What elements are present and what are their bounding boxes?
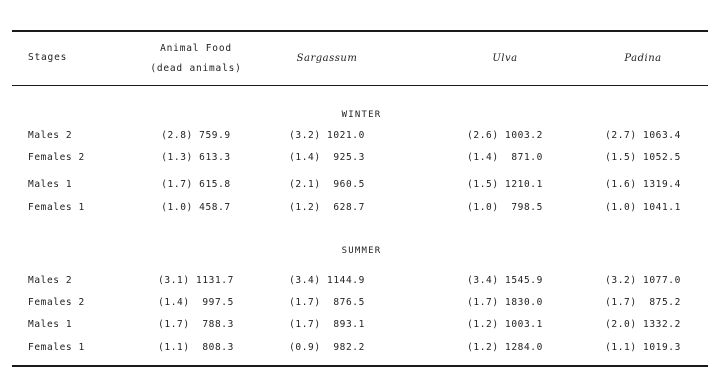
cell-sargassum: (1.4) 925.3 (289, 152, 365, 163)
row-stage: Females 2 (28, 297, 85, 308)
cell-animal-food: (3.1) 1131.7 (158, 275, 234, 286)
cell-padina: (1.0) 1041.1 (605, 202, 681, 213)
cell-ulva: (1.0) 798.5 (467, 202, 543, 213)
row-stage: Males 1 (28, 179, 73, 190)
row-stage: Females 1 (28, 342, 85, 353)
cell-animal-food: (2.8) 759.9 (161, 130, 231, 141)
cell-sargassum: (3.4) 1144.9 (289, 275, 365, 286)
cell-animal-food: (1.7) 788.3 (158, 319, 234, 330)
header-sargassum: Sargassum (296, 53, 358, 64)
cell-animal-food: (1.4) 997.5 (158, 297, 234, 308)
cell-ulva: (1.5) 1210.1 (467, 179, 543, 190)
row-stage: Males 2 (28, 275, 73, 286)
cell-sargassum: (1.2) 628.7 (289, 202, 365, 213)
header-animal-food: Animal Food (160, 43, 232, 54)
row-stage: Females 1 (28, 202, 85, 213)
cell-ulva: (2.6) 1003.2 (467, 130, 543, 141)
header-padina: Padina (624, 53, 662, 64)
bottom-rule (12, 365, 708, 367)
cell-padina: (3.2) 1077.0 (605, 275, 681, 286)
cell-animal-food: (1.3) 613.3 (161, 152, 231, 163)
header-animal-food-note: (dead animals) (150, 63, 242, 74)
cell-padina: (1.1) 1019.3 (605, 342, 681, 353)
cell-ulva: (3.4) 1545.9 (467, 275, 543, 286)
header-ulva: Ulva (492, 53, 518, 64)
cell-ulva: (1.4) 871.0 (467, 152, 543, 163)
cell-animal-food: (1.1) 808.3 (158, 342, 234, 353)
row-stage: Males 2 (28, 130, 73, 141)
season-label-summer: SUMMER (341, 246, 382, 256)
cell-ulva: (1.7) 1830.0 (467, 297, 543, 308)
header-rule (12, 85, 708, 86)
cell-ulva: (1.2) 1284.0 (467, 342, 543, 353)
cell-padina: (1.7) 875.2 (605, 297, 681, 308)
cell-animal-food: (1.0) 458.7 (161, 202, 231, 213)
cell-ulva: (1.2) 1003.1 (467, 319, 543, 330)
top-rule (12, 30, 708, 32)
cell-animal-food: (1.7) 615.8 (161, 179, 231, 190)
cell-sargassum: (1.7) 876.5 (289, 297, 365, 308)
cell-sargassum: (0.9) 982.2 (289, 342, 365, 353)
row-stage: Females 2 (28, 152, 85, 163)
cell-sargassum: (2.1) 960.5 (289, 179, 365, 190)
cell-sargassum: (1.7) 893.1 (289, 319, 365, 330)
cell-padina: (2.0) 1332.2 (605, 319, 681, 330)
row-stage: Males 1 (28, 319, 73, 330)
header-stages: Stages (28, 52, 68, 63)
cell-sargassum: (3.2) 1021.0 (289, 130, 365, 141)
season-label-winter: WINTER (341, 110, 382, 120)
cell-padina: (1.6) 1319.4 (605, 179, 681, 190)
cell-padina: (2.7) 1063.4 (605, 130, 681, 141)
cell-padina: (1.5) 1052.5 (605, 152, 681, 163)
